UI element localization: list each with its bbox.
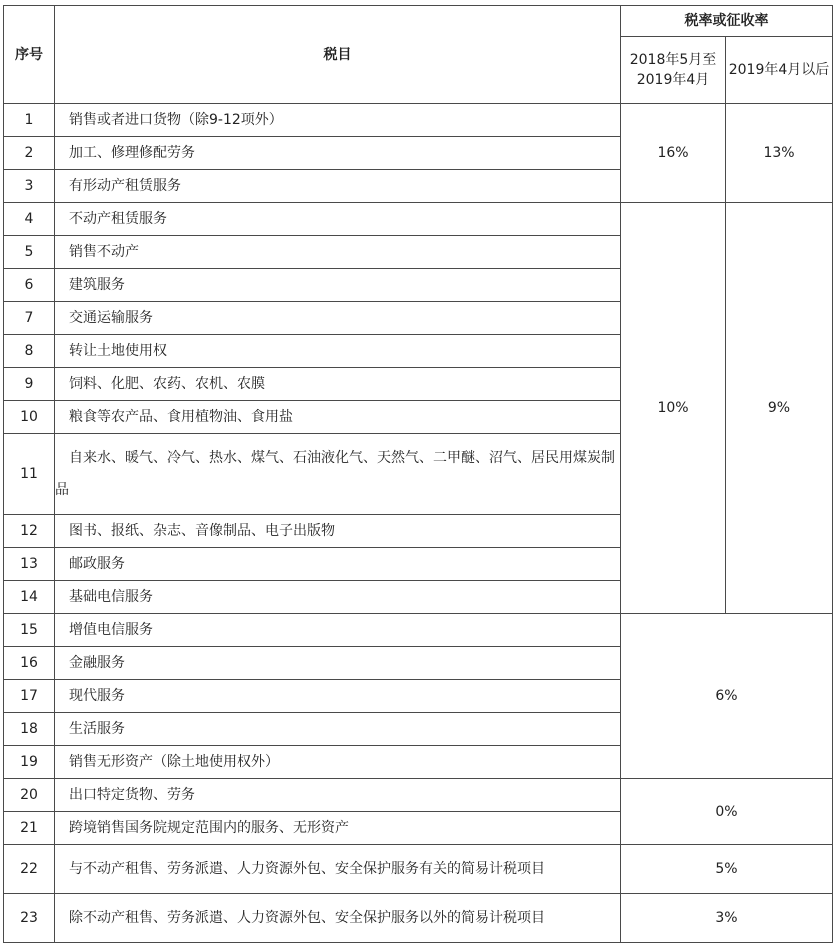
row-number: 9 <box>4 368 55 401</box>
header-seq: 序号 <box>4 6 55 104</box>
row-item: 邮政服务 <box>55 548 621 581</box>
row-item: 有形动产租赁服务 <box>55 170 621 203</box>
row-item: 建筑服务 <box>55 269 621 302</box>
row-item: 生活服务 <box>55 713 621 746</box>
row-item: 跨境销售国务院规定范围内的服务、无形资产 <box>55 812 621 845</box>
row-number: 13 <box>4 548 55 581</box>
row-item: 加工、修理修配劳务 <box>55 137 621 170</box>
row-item: 现代服务 <box>55 680 621 713</box>
row-number: 4 <box>4 203 55 236</box>
row-number: 7 <box>4 302 55 335</box>
row-number: 10 <box>4 401 55 434</box>
rate-0-percent: 0% <box>621 779 833 845</box>
row-item: 销售不动产 <box>55 236 621 269</box>
header-period-2: 2019年4月以后 <box>726 37 833 104</box>
rate-16-percent: 16% <box>621 104 726 203</box>
table-row <box>4 845 833 894</box>
row-number: 19 <box>4 746 55 779</box>
rate-3-percent: 3% <box>621 894 833 943</box>
row-number: 3 <box>4 170 55 203</box>
row-number: 17 <box>4 680 55 713</box>
header-period-1-line2: 2019年4月 <box>636 72 710 88</box>
rate-6-percent: 6% <box>621 614 833 779</box>
row-number: 21 <box>4 812 55 845</box>
row-number: 5 <box>4 236 55 269</box>
header-period-1-line1: 2018年5月至 <box>629 52 717 68</box>
row-item: 交通运输服务 <box>55 302 621 335</box>
header-rate-group: 税率或征收率 <box>621 6 833 37</box>
row-item: 与不动产租售、劳务派遣、人力资源外包、安全保护服务有关的简易计税项目 <box>55 845 621 894</box>
row-number: 23 <box>4 894 55 943</box>
rate-5-percent: 5% <box>621 845 833 894</box>
row-item: 不动产租赁服务 <box>55 203 621 236</box>
row-item: 饲料、化肥、农药、农机、农膜 <box>55 368 621 401</box>
row-item: 增值电信服务 <box>55 614 621 647</box>
row-item: 销售无形资产（除土地使用权外） <box>55 746 621 779</box>
row-number: 18 <box>4 713 55 746</box>
table-row <box>4 104 833 137</box>
row-number: 14 <box>4 581 55 614</box>
table-row <box>4 779 833 812</box>
row-item: 粮食等农产品、食用植物油、食用盐 <box>55 401 621 434</box>
row-number: 20 <box>4 779 55 812</box>
row-item: 图书、报纸、杂志、音像制品、电子出版物 <box>55 515 621 548</box>
row-item: 基础电信服务 <box>55 581 621 614</box>
table-row <box>4 203 833 236</box>
row-number: 1 <box>4 104 55 137</box>
row-item: 金融服务 <box>55 647 621 680</box>
row-item: 自来水、暖气、冷气、热水、煤气、石油液化气、天然气、二甲醚、沼气、居民用煤炭制品 <box>55 434 621 515</box>
row-number: 6 <box>4 269 55 302</box>
rate-10-percent: 10% <box>621 203 726 614</box>
row-number: 16 <box>4 647 55 680</box>
rate-9-percent: 9% <box>726 203 833 614</box>
row-number: 12 <box>4 515 55 548</box>
row-number: 2 <box>4 137 55 170</box>
row-number: 8 <box>4 335 55 368</box>
table-row <box>4 894 833 943</box>
row-item: 转让土地使用权 <box>55 335 621 368</box>
row-number: 15 <box>4 614 55 647</box>
header-item: 税目 <box>55 6 621 104</box>
table-row <box>4 614 833 647</box>
row-item: 除不动产租售、劳务派遣、人力资源外包、安全保护服务以外的简易计税项目 <box>55 894 621 943</box>
row-number: 22 <box>4 845 55 894</box>
row-item: 出口特定货物、劳务 <box>55 779 621 812</box>
row-item: 销售或者进口货物（除9-12项外） <box>55 104 621 137</box>
row-number: 11 <box>4 434 55 515</box>
tax-rate-table <box>3 5 833 943</box>
header-period-1 <box>621 37 726 104</box>
rate-13-percent: 13% <box>726 104 833 203</box>
